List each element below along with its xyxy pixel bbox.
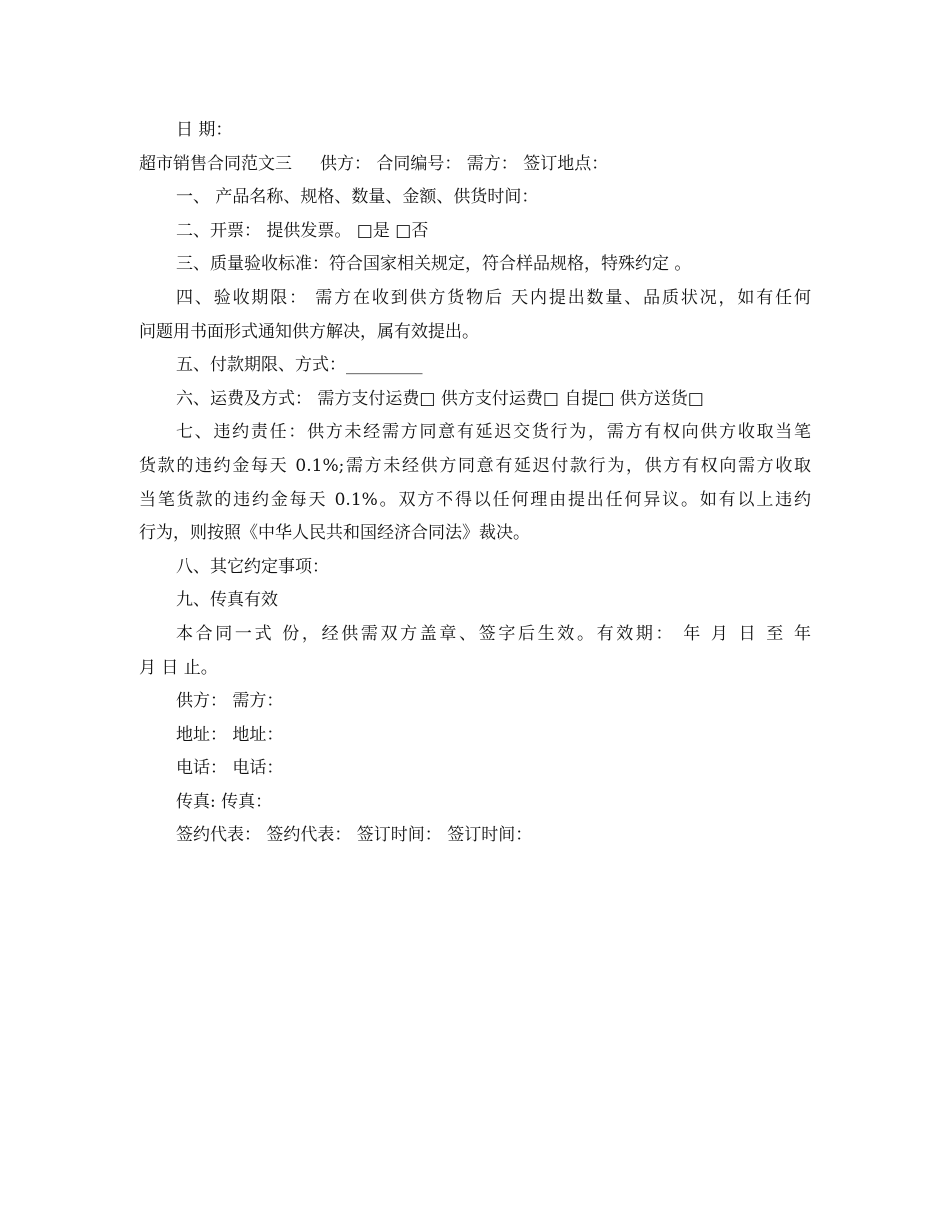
header-fields: 供方： 合同编号： 需方： 签订地点： <box>320 153 609 174</box>
clause-7-line-3: 当笔货款的违约金每天 0.1%。双方不得以任何理由提出任何异议。如有以上违约 <box>139 489 811 510</box>
validity-line-2: 月 日 止。 <box>139 657 218 678</box>
signature-parties: 供方： 需方： <box>176 691 284 712</box>
clause-6-freight: 六、运费及方式： 需方支付运费□ 供方支付运费□ 自提□ 供方送货□ <box>176 388 704 409</box>
document-title: 超市销售合同范文三 <box>139 153 292 174</box>
date-line: 日 期： <box>176 120 233 140</box>
clause-2-invoice: 二、开票： 提供发票。 □是 □否 <box>176 220 429 241</box>
clause-4-line-2: 问题用书面形式通知供方解决，属有效提出。 <box>139 321 479 342</box>
signature-phone: 电话： 电话： <box>176 758 284 779</box>
header-line <box>139 148 811 182</box>
clause-7-line-1: 七、违约责任：供方未经需方同意有延迟交货行为，需方有权向供方收取当笔 <box>176 422 811 443</box>
clause-5-payment: 五、付款期限、方式：_________ <box>176 355 423 376</box>
clause-4-line-1: 四、验收期限： 需方在收到供方货物后 天内提出数量、品质状况，如有任何 <box>176 287 811 308</box>
clause-8-other: 八、其它约定事项： <box>176 556 329 577</box>
signature-address: 地址： 地址： <box>176 724 284 745</box>
clause-3-quality: 三、质量验收标准：符合国家相关规定，符合样品规格，特殊约定 。 <box>176 254 692 275</box>
clause-7-line-2: 货款的违约金每天 0.1%;需方未经供方同意有延迟付款行为，供方有权向需方收取 <box>139 455 811 476</box>
clause-1: 一、 产品名称、规格、数量、金额、供货时间： <box>176 187 539 208</box>
validity-line-1: 本合同一式 份，经供需双方盖章、签字后生效。有效期： 年 月 日 至 年 <box>176 623 811 644</box>
contract-document <box>139 114 811 853</box>
signature-fax: 传真: 传真： <box>176 791 273 812</box>
signature-representatives: 签约代表： 签约代表： 签订时间： 签订时间： <box>176 825 533 846</box>
clause-9-fax: 九、传真有效 <box>176 590 278 611</box>
clause-7-line-4: 行为，则按照《中华人民共和国经济合同法》裁决。 <box>139 523 530 544</box>
